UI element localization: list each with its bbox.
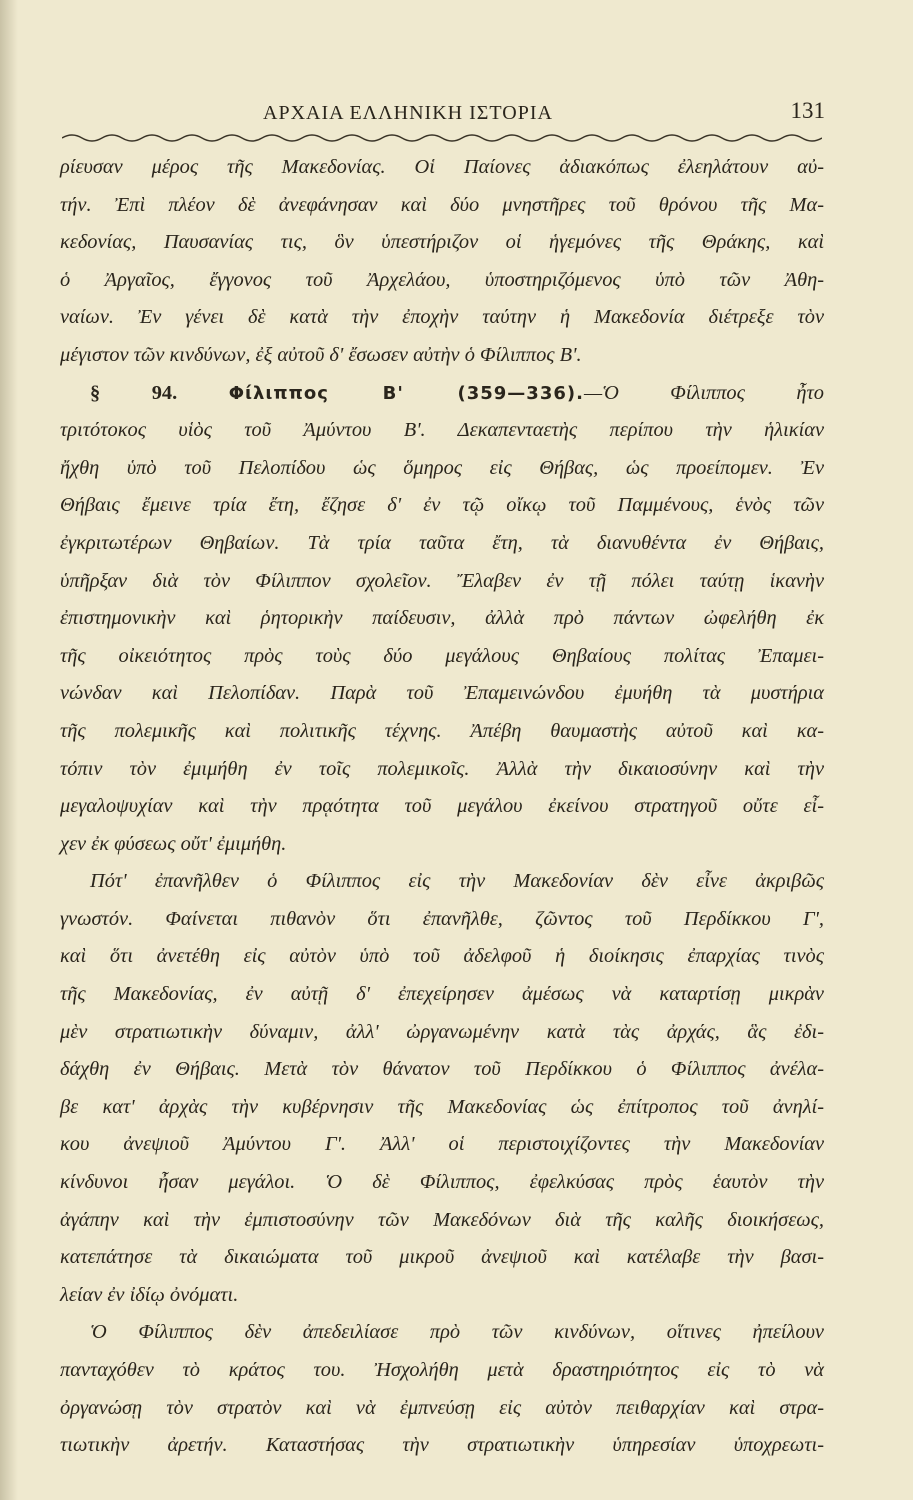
text-line: τριτότοκος υἱὸς τοῦ Ἀμύντου Β'. Δεκαπενταετὴς περίπου τὴν ἡλικίαν bbox=[60, 419, 824, 442]
text-line: μεγαλοψυχίαν καὶ τὴν πρᾳότητα τοῦ μεγάλου ἐκείνου στρατηγοῦ οὔτε εἶ- bbox=[60, 795, 824, 818]
text-line: δάχθη ἐν Θήβαις. Μετὰ τὸν θάνατον τοῦ Περδίκκου ὁ Φίλιππος ἀνέλα- bbox=[60, 1058, 824, 1081]
text-line: τιωτικὴν ἀρετήν. Καταστήσας τὴν στρατιωτικὴν ὑπηρεσίαν ὑποχρεωτι- bbox=[60, 1434, 824, 1457]
text-line: γνωστόν. Φαίνεται πιθανὸν ὅτι ἐπανῆλθε, ζῶντος τοῦ Περδίκκου Γ', bbox=[60, 907, 824, 930]
text-line: τῆς οἰκειότητος πρὸς τοὺς δύο μεγάλους Θηβαίους πολίτας Ἐπαμει- bbox=[60, 644, 824, 667]
text-line: πανταχόθεν τὸ κράτος του. Ἠσχολήθη μετὰ δραστηριότητος εἰς τὸ νὰ bbox=[60, 1359, 824, 1381]
text-line: Πότ' ἐπανῆλθεν ὁ Φίλιππος εἰς τὴν Μακεδονίαν δὲν εἶνε ἀκριβῶς bbox=[90, 870, 824, 893]
text-line: λείαν ἐν ἰδίῳ ὀνόματι. bbox=[60, 1283, 239, 1306]
text-line: Ὁ Φίλιππος δὲν ἀπεδειλίασε πρὸ τῶν κινδύνων, οἵτινες ἠπείλουν bbox=[90, 1321, 824, 1344]
text-line: ρίευσαν μέρος τῆς Μακεδονίας. Οἱ Παίονες ἀδιακόπως ἐλεηλάτουν αὐ- bbox=[60, 156, 824, 178]
text-line: τόπιν τὸν ἐμιμήθη ἐν τοῖς πολεμικοῖς. Ἀλλὰ τὴν δικαιοσύνην καὶ τὴν bbox=[60, 757, 824, 780]
running-title: ΑΡΧΑΙΑ ΕΛΛΗΝΙΚΗ ΙΣΤΟΡΙΑ bbox=[263, 102, 553, 124]
page-edge-shadow bbox=[0, 0, 18, 1500]
text-line: Θήβαις ἔμεινε τρία ἔτη, ἔζησε δ' ἐν τῷ οἴκῳ τοῦ Παμμένους, ἑνὸς τῶν bbox=[60, 494, 824, 517]
text-line: τῆς Μακεδονίας, ἐν αὐτῇ δ' ἐπεχείρησεν ἀμέσως νὰ καταρτίσῃ μικρὰν bbox=[60, 983, 824, 1006]
text-line: τῆς πολεμικῆς καὶ πολιτικῆς τέχνης. Ἀπέβη θαυμαστὴς αὐτοῦ καὶ κα- bbox=[60, 719, 824, 742]
text-line: ἐπιστημονικὴν καὶ ῥητορικὴν παίδευσιν, ἀλλὰ πρὸ πάντων ὠφελήθη ἐκ bbox=[60, 607, 824, 630]
text-line: κου ἀνεψιοῦ Ἀμύντου Γ'. Ἀλλ' οἱ περιστοιχίζοντες τὴν Μακεδονίαν bbox=[60, 1133, 824, 1156]
text-line: μὲν στρατιωτικὴν δύναμιν, ἀλλ' ὠργανωμένην κατὰ τὰς ἀρχάς, ἃς ἐδι- bbox=[60, 1020, 824, 1043]
text-line: ὀργανώσῃ τὸν στρατὸν καὶ νὰ ἐμπνεύσῃ εἰς αὐτὸν πειθαρχίαν καὶ στρα- bbox=[60, 1396, 824, 1419]
text-line: κεδονίας, Παυσανίας τις, ὃν ὑπεστήριζον οἱ ἡγεμόνες τῆς Θράκης, καὶ bbox=[60, 231, 824, 254]
section-lead-text: —Ὁ Φίλιππος ἦτο bbox=[583, 381, 824, 404]
text-line: ἐγκριτωτέρων Θηβαίων. Τὰ τρία ταῦτα ἔτη, τὰ διανυθέντα ἐν Θήβαις, bbox=[60, 531, 824, 554]
text-line: κατεπάτησε τὰ δικαιώματα τοῦ μικροῦ ἀνεψιοῦ καὶ κατέλαβε τὴν βασι- bbox=[60, 1246, 824, 1269]
body-text bbox=[60, 149, 824, 1465]
text-line: χεν ἐκ φύσεως οὔτ' ἐμιμήθη. bbox=[60, 832, 287, 855]
text-line: ἤχθη ὑπὸ τοῦ Πελοπίδου ὡς ὅμηρος εἰς Θήβας, ὡς προείπομεν. Ἐν bbox=[60, 456, 824, 479]
text-line: τήν. Ἐπὶ πλέον δὲ ἀνεφάνησαν καὶ δύο μνηστῆρες τοῦ θρόνου τῆς Μα- bbox=[60, 193, 824, 216]
text-line: νώνδαν καὶ Πελοπίδαν. Παρὰ τοῦ Ἐπαμεινώνδου ἐμυήθη τὰ μυστήρια bbox=[60, 682, 824, 705]
text-line: κίνδυνοι ἦσαν μεγάλοι. Ὁ δὲ Φίλιππος, ἐφελκύσας πρὸς ἑαυτὸν τὴν bbox=[60, 1171, 824, 1194]
section-heading-line bbox=[60, 375, 824, 413]
text-line: ἀγάπην καὶ τὴν ἐμπιστοσύνην τῶν Μακεδόνων διὰ τῆς καλῆς διοικήσεως, bbox=[60, 1208, 824, 1231]
page-number: 131 bbox=[790, 98, 825, 123]
text-line: μέγιστον τῶν κινδύνων, ἐξ αὐτοῦ δ' ἔσωσεν αὐτὴν ὁ Φίλιππος Β'. bbox=[60, 343, 582, 366]
text-line: ὑπῆρξαν διὰ τὸν Φίλιππον σχολεῖον. Ἔλαβεν ἐν τῇ πόλει ταύτῃ ἱκανὴν bbox=[60, 569, 824, 592]
text-line: ὁ Ἀργαῖος, ἔγγονος τοῦ Ἀρχελάου, ὑποστηριζόμενος ὑπὸ τῶν Ἀθη- bbox=[60, 268, 824, 291]
text-line: καὶ ὅτι ἀνετέθη εἰς αὐτὸν ὑπὸ τοῦ ἀδελφοῦ ἡ διοίκησις ἐπαρχίας τινὸς bbox=[60, 945, 824, 968]
section-number: § 94. bbox=[90, 381, 178, 404]
wavy-rule-divider bbox=[62, 128, 822, 142]
text-line: βε κατ' ἀρχὰς τὴν κυβέρνησιν τῆς Μακεδονίας ὡς ἐπίτροπος τοῦ ἀνηλί- bbox=[60, 1095, 824, 1118]
section-title: Φίλιππος Β' (359—336). bbox=[228, 382, 584, 404]
text-line: ναίων. Ἐν γένει δὲ κατὰ τὴν ἐποχὴν ταύτην ἡ Μακεδονία διέτρεξε τὸν bbox=[60, 306, 824, 329]
